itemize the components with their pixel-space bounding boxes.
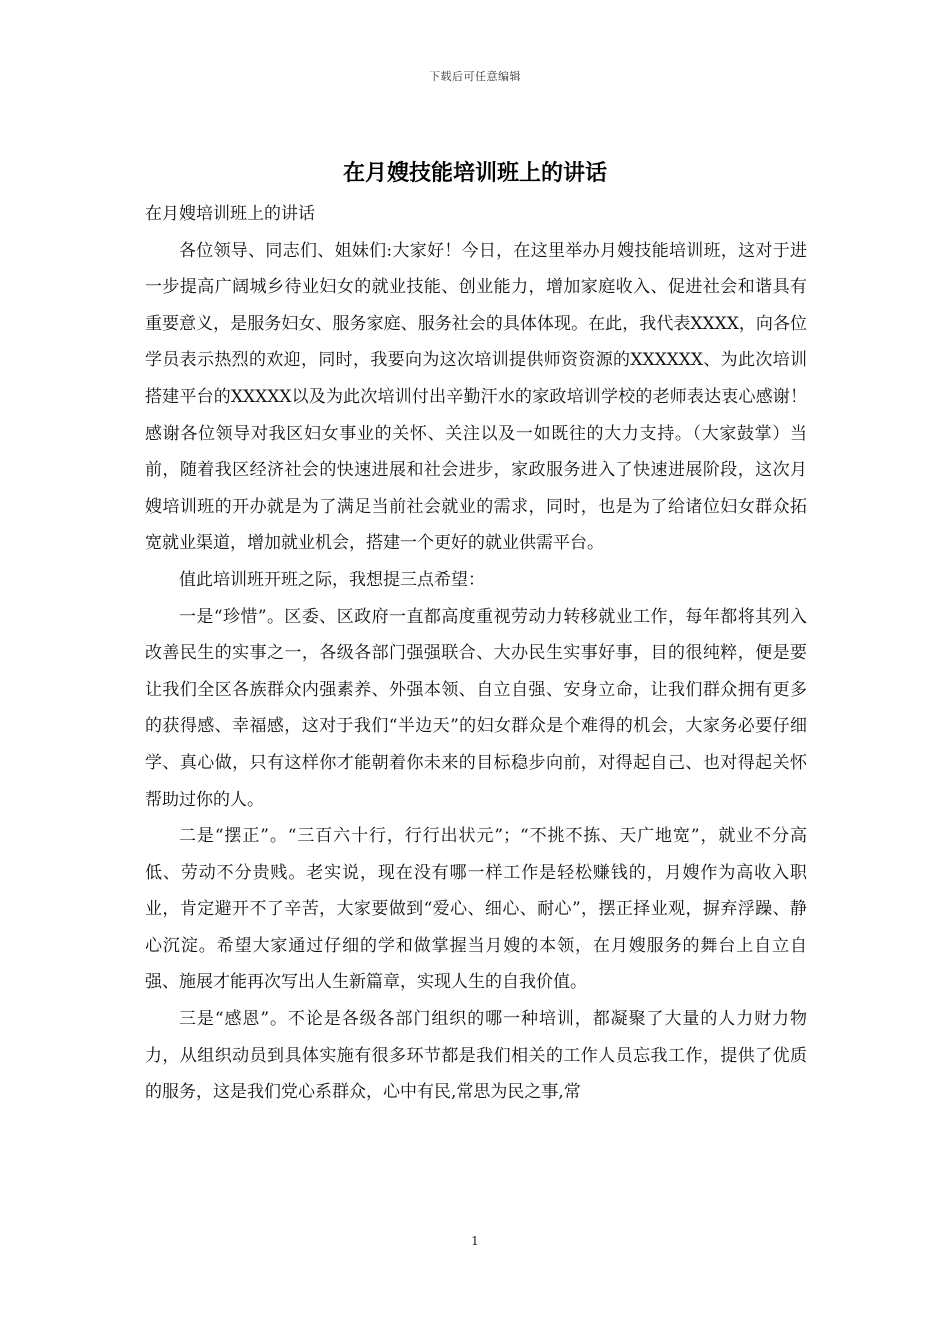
paragraph: 二是“摆正”。“三百六十行，行行出状元”；“不挑不拣、天广地宽”，就业不分高低、劳动不分贵贱。老实说，现在没有哪一样工作是轻松赚钱的，月嫂作为高收入职业，肯定避开不了辛苦，大家要做到“爱心、细心、耐心”，摆正择业观，摒弃浮躁、静心沉淀。希望大家通过仔细的学和做掌握当月嫂的本领，在月嫂服务的舞台上自立自强、施展才能再次写出人生新篇章，实现人生的自我价值。 <box>145 826 807 993</box>
paragraph: 值此培训班开班之际，我想提三点希望： <box>179 569 485 590</box>
header-note: 下载后可任意编辑 <box>429 70 521 83</box>
document-subtitle: 在月嫂培训班上的讲话 <box>145 204 315 224</box>
document-title: 在月嫂技能培训班上的讲话 <box>342 161 607 186</box>
document-body <box>145 196 807 1111</box>
paragraph: 一是“珍惜”。区委、区政府一直都高度重视劳动力转移就业工作，每年都将其列入改善民生的实事之一，各级各部门强强联合、大办民生实事好事，目的很纯粹，便是要让我们全区各族群众内强素养、外强本领、自立自强、安身立命，让我们群众拥有更多的获得感、幸福感，这对于我们“半边天”的妇女群众是个难得的机会，大家务必要仔细学、真心做，只有这样你才能朝着你未来的目标稳步向前，对得起自己、也对得起关怀帮助过你的人。 <box>145 606 807 810</box>
paragraph: 各位领导、同志们、姐妹们:大家好！今日，在这里举办月嫂技能培训班，这对于进一步提高广阔城乡待业妇女的就业技能、创业能力，增加家庭收入、促进社会和谐具有重要意义，是服务妇女、服务家庭、服务社会的具体体现。在此，我代表XXXX，向各位学员表示热烈的欢迎，同时，我要向为这次培训提供师资资源的XXXXXX、为此次培训搭建平台的XXXXX以及为此次培训付出辛勤汗水的家政培训学校的老师表达衷心感谢！感谢各位领导对我区妇女事业的关怀、关注以及一如既往的大力支持。（大家鼓掌）当前，随着我区经济社会的快速进展和社会进步，家政服务进入了快速进展阶段，这次月嫂培训班的开办就是为了满足当前社会就业的需求，同时，也是为了给诸位妇女群众拓宽就业渠道，增加就业机会，搭建一个更好的就业供需平台。 <box>145 240 807 554</box>
page-number: 1 <box>471 1234 479 1248</box>
paragraph: 三是“感恩”。不论是各级各部门组织的哪一种培训，都凝聚了大量的人力财力物力，从组织动员到具体实施有很多环节都是我们相关的工作人员忘我工作，提供了优质的服务，这是我们党心系群众，心中有民,常思为民之事,常 <box>145 1009 807 1103</box>
